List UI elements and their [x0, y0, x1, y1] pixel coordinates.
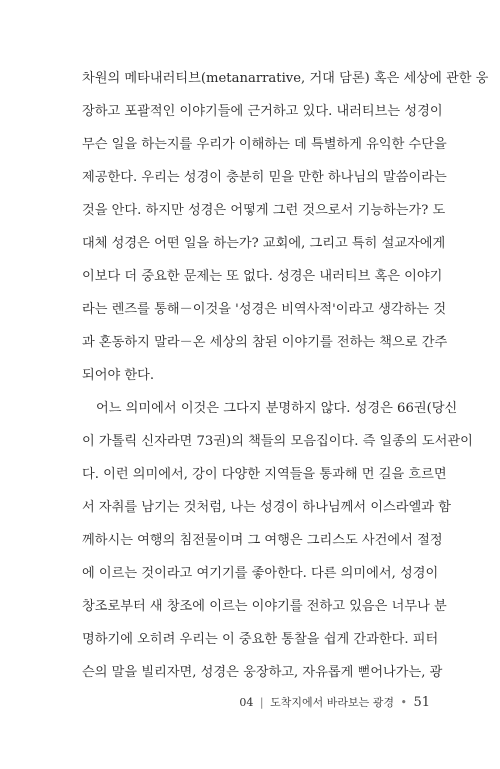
text-line: 이 가톨릭 신자라면 73권)의 책들의 모음집이다. 즉 일종의 도서관이: [82, 434, 473, 449]
text-line: 제공한다. 우리는 성경이 충분히 믿을 만한 하나님의 말씀이라는: [82, 170, 447, 185]
text-line: 어느 의미에서 이것은 그다지 분명하지 않다. 성경은 66권(당신: [96, 401, 458, 416]
text-line: 차원의 메타내러티브(metanarrative, 거대 담론) 혹은 세상에 관한 웅: [82, 71, 489, 86]
text-line: 서 자취를 남기는 것처럼, 나는 성경이 하나님께서 이스라엘과 함: [82, 500, 451, 515]
text-line: 이보다 더 중요한 문제는 또 없다. 성경은 내러티브 혹은 이야기: [82, 269, 443, 284]
text-line: 라는 렌즈를 통해－이것을 '성경은 비역사적'이라고 생각하는 것: [82, 302, 447, 317]
text-line: 다. 이런 의미에서, 강이 다양한 지역들을 통과해 먼 길을 흐르면: [82, 467, 447, 482]
text-line: 되어야 한다.: [82, 368, 155, 383]
chapter-number: 04: [239, 696, 254, 709]
chapter-title: 도착지에서 바라보는 광경: [270, 696, 394, 709]
text-line: 과 혼동하지 말라－온 세상의 참된 이야기를 전하는 책으로 간주: [82, 335, 448, 350]
text-line: 에 이르는 것이라고 여기기를 좋아한다. 다른 의미에서, 성경이: [82, 566, 439, 581]
text-line: 장하고 포괄적인 이야기들에 근거하고 있다. 내러티브는 성경이: [82, 104, 443, 119]
page-number: 51: [413, 695, 430, 710]
text-line: 무슨 일을 하는지를 우리가 이해하는 데 특별하게 유익한 수단을: [82, 137, 447, 152]
text-line: 슨의 말을 빌리자면, 성경은 웅장하고, 자유롭게 뻗어나가는, 광: [82, 665, 443, 680]
text-line: 명하기에 오히려 우리는 이 중요한 통찰을 쉽게 간과한다. 피터: [82, 632, 439, 647]
text-line: 께하시는 여행의 침전물이며 그 여행은 그리스도 사건에서 절정: [82, 533, 443, 548]
footer-separator: |: [259, 696, 264, 709]
page-footer: [239, 694, 430, 710]
footer-bullet: •: [400, 696, 407, 709]
text-line: 대체 성경은 어떤 일을 하는가? 교회에, 그리고 특히 설교자에게: [82, 236, 446, 251]
text-line: 것을 안다. 하지만 성경은 어떻게 그런 것으로서 기능하는가? 도: [82, 203, 446, 218]
body-text: [82, 62, 489, 689]
text-line: 창조로부터 새 창조에 이르는 이야기를 전하고 있음은 너무나 분: [82, 599, 447, 614]
